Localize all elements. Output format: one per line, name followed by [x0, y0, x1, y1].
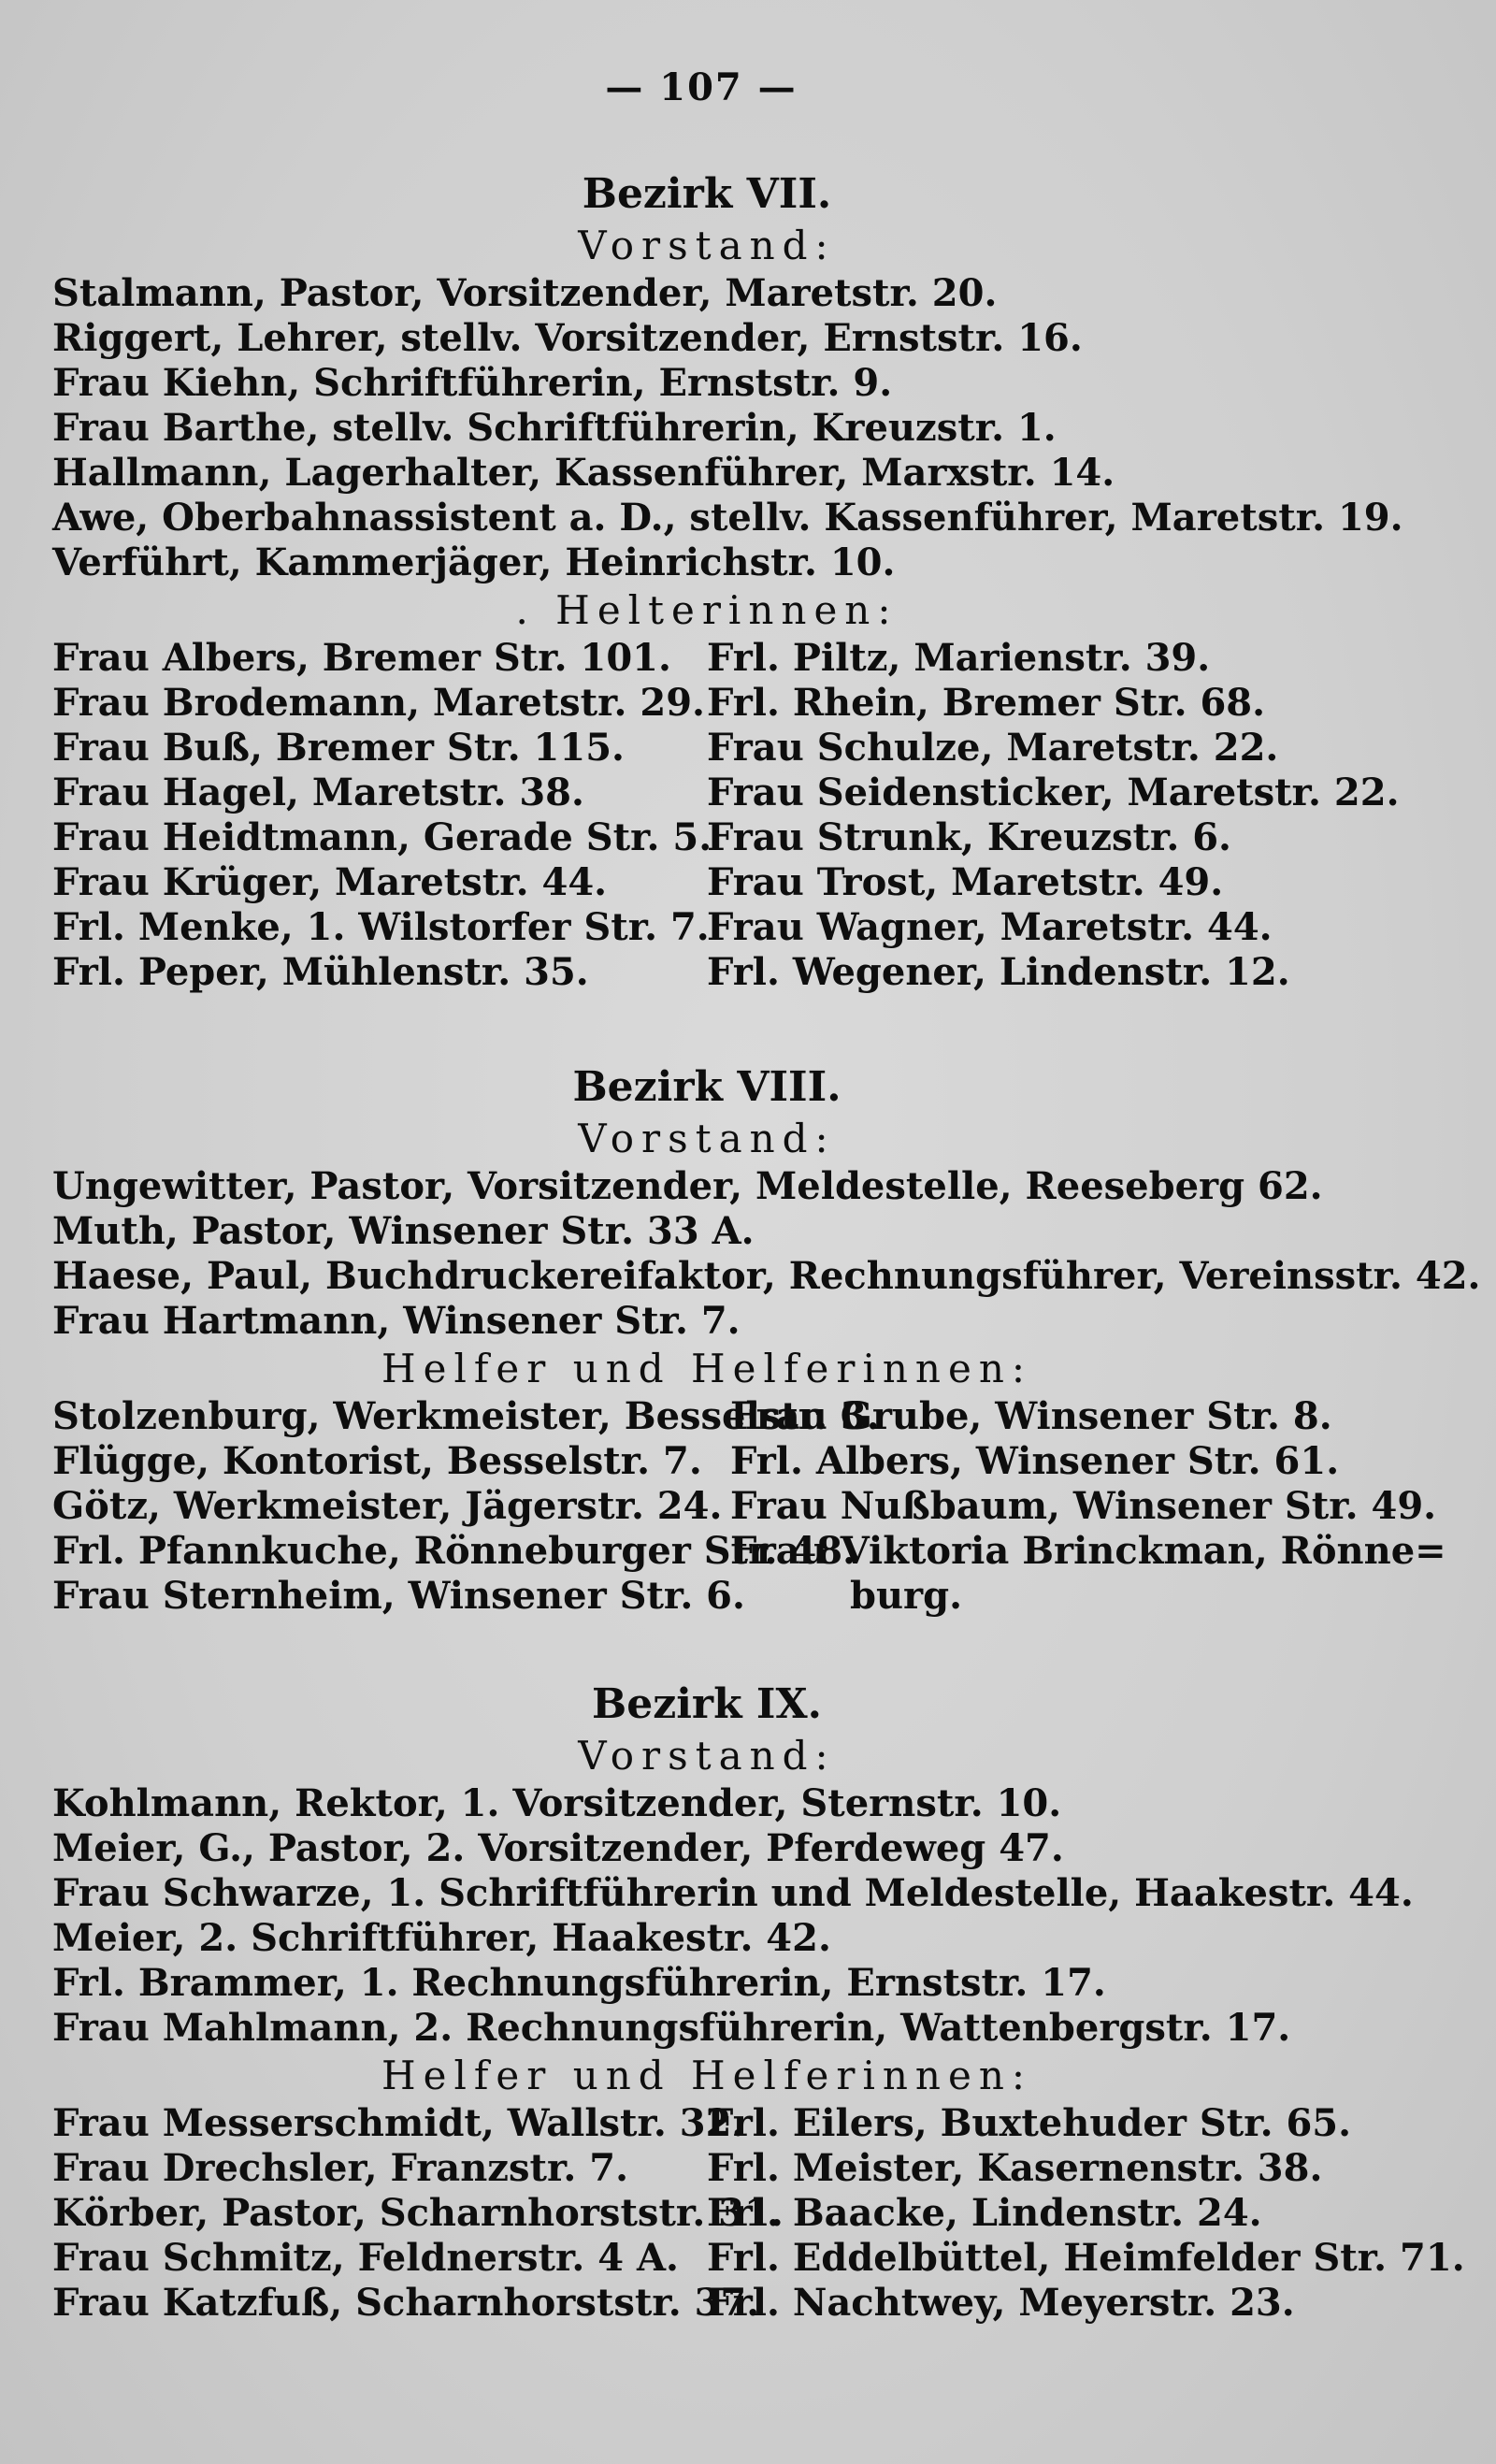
helper-entry: Frau Drechsler, Franzstr. 7.: [52, 2146, 629, 2190]
board-entry: Kohlmann, Rektor, 1. Vorsitzender, Sternstr. 10.: [52, 1781, 1062, 1825]
helpers-heading: Helfer und Helferinnen:: [381, 1346, 1033, 1391]
board-entry: Verführt, Kammerjäger, Heinrichstr. 10.: [52, 540, 896, 584]
board-list: [52, 271, 1403, 585]
board-list: [52, 1781, 1414, 2051]
board-entry: Frau Hartmann, Winsener Str. 7.: [52, 1299, 741, 1343]
helper-entry: Frau Seidensticker, Maretstr. 22.: [707, 771, 1400, 814]
board-entry: Meier, 2. Schriftführer, Haakestr. 42.: [52, 1916, 831, 1960]
helper-entry: Frau Wagner, Maretstr. 44.: [707, 905, 1273, 949]
board-entry: Frau Mahlmann, 2. Rechnungsführerin, Wattenbergstr. 17.: [52, 2006, 1291, 2050]
helper-entry: Frau Albers, Bremer Str. 101.: [52, 636, 671, 680]
board-entry: Riggert, Lehrer, stellv. Vorsitzender, Ernststr. 16.: [52, 316, 1083, 360]
helper-entry: Frl. Peper, Mühlenstr. 35.: [52, 950, 589, 994]
helper-entry: Frau Buß, Bremer Str. 115.: [52, 726, 625, 770]
page-number: — 107 —: [605, 65, 798, 109]
helper-entry: Frl. Wegener, Lindenstr. 12.: [707, 950, 1290, 994]
helper-entry: Frau Sternheim, Winsener Str. 6.: [52, 1574, 745, 1618]
helpers-right-list: [707, 636, 1436, 995]
board-heading: Vorstand:: [578, 223, 836, 268]
helpers-right-list: [730, 1394, 1446, 1619]
board-entry: Haese, Paul, Buchdruckereifaktor, Rechnungsführer, Vereinsstr. 42.: [52, 1254, 1481, 1298]
district-title: Bezirk VII.: [582, 170, 832, 218]
helper-entry: Frl. Eddelbüttel, Heimfelder Str. 71.: [707, 2236, 1465, 2280]
helper-entry: Frau Trost, Maretstr. 49.: [707, 860, 1224, 904]
helpers-columns: [52, 636, 1436, 995]
helper-entry: Frau Schulze, Maretstr. 22.: [707, 726, 1279, 770]
helper-entry: Frau Brodemann, Maretstr. 29.: [52, 681, 705, 725]
helper-entry: Stolzenburg, Werkmeister, Besselstr. 3.: [52, 1394, 880, 1438]
district-ix: [52, 1679, 1465, 2326]
helpers-left-list: [52, 2101, 784, 2326]
helper-entry: Frl. Baacke, Lindenstr. 24.: [707, 2191, 1262, 2235]
helper-entry-continuation: burg.: [850, 1574, 963, 1618]
helper-entry: Frl. Nachtwey, Meyerstr. 23.: [707, 2281, 1295, 2325]
helpers-heading: . Helterinnen:: [515, 587, 899, 633]
board-heading: Vorstand:: [578, 1733, 836, 1779]
helper-entry: Frau Heidtmann, Gerade Str. 5.: [52, 815, 712, 859]
board-entry: Stalmann, Pastor, Vorsitzender, Maretstr. 20.: [52, 271, 998, 315]
board-heading: Vorstand:: [578, 1116, 836, 1161]
helpers-left-list: [52, 1394, 880, 1619]
helper-entry: Flügge, Kontorist, Besselstr. 7.: [52, 1439, 702, 1483]
helper-entry: Götz, Werkmeister, Jägerstr. 24.: [52, 1484, 723, 1528]
helper-entry: Frau Katzfuß, Scharnhorststr. 37.: [52, 2281, 760, 2325]
board-entry: Meier, G., Pastor, 2. Vorsitzender, Pferdeweg 47.: [52, 1826, 1064, 1870]
district-title: Bezirk IX.: [592, 1680, 822, 1728]
board-entry: Frl. Brammer, 1. Rechnungsführerin, Ernststr. 17.: [52, 1961, 1106, 2005]
helper-entry: Frau Grube, Winsener Str. 8.: [730, 1394, 1332, 1438]
helper-entry: Frau Hagel, Maretstr. 38.: [52, 771, 584, 814]
board-entry: Awe, Oberbahnassistent a. D., stellv. Kassenführer, Maretstr. 19.: [52, 496, 1403, 540]
helper-entry: Frau Krüger, Maretstr. 44.: [52, 860, 608, 904]
helpers-right-list: [707, 2101, 1465, 2326]
board-entry: Frau Barthe, stellv. Schriftführerin, Kreuzstr. 1.: [52, 406, 1057, 450]
district-vii: [52, 168, 1403, 995]
helpers-left-list: [52, 636, 712, 995]
helper-entry: Frl. Albers, Winsener Str. 61.: [730, 1439, 1340, 1483]
helpers-columns: [52, 1394, 1446, 1619]
board-entry: Frau Kiehn, Schriftführerin, Ernststr. 9.: [52, 361, 893, 405]
helper-entry: Frau Viktoria Brinckman, Rönne=: [730, 1529, 1446, 1573]
helper-entry: Frl. Pfannkuche, Rönneburger Str. 48.: [52, 1529, 856, 1573]
board-entry: Frau Schwarze, 1. Schriftführerin und Meldestelle, Haakestr. 44.: [52, 1871, 1414, 1915]
district-viii: [52, 1061, 1481, 1619]
board-entry: Muth, Pastor, Winsener Str. 33 A.: [52, 1209, 755, 1253]
helper-entry: Frau Messerschmidt, Wallstr. 32.: [52, 2101, 745, 2145]
helper-entry: Frl. Meister, Kasernenstr. 38.: [707, 2146, 1323, 2190]
board-entry: Ungewitter, Pastor, Vorsitzender, Meldestelle, Reeseberg 62.: [52, 1164, 1323, 1208]
board-list: [52, 1164, 1481, 1344]
helper-entry: Frl. Piltz, Marienstr. 39.: [707, 636, 1211, 680]
helper-entry: Körber, Pastor, Scharnhorststr. 31.: [52, 2191, 784, 2235]
helper-entry: Frau Nußbaum, Winsener Str. 49.: [730, 1484, 1437, 1528]
helper-entry: Frl. Eilers, Buxtehuder Str. 65.: [707, 2101, 1352, 2145]
board-entry: Hallmann, Lagerhalter, Kassenführer, Marxstr. 14.: [52, 451, 1115, 495]
district-title: Bezirk VIII.: [572, 1063, 842, 1111]
helper-entry: Frau Strunk, Kreuzstr. 6.: [707, 815, 1231, 859]
helper-entry: Frl. Menke, 1. Wilstorfer Str. 7.: [52, 905, 710, 949]
helper-entry: Frl. Rhein, Bremer Str. 68.: [707, 681, 1266, 725]
helpers-heading: Helfer und Helferinnen:: [381, 2053, 1033, 2098]
helpers-columns: [52, 2101, 1465, 2326]
helper-entry: Frau Schmitz, Feldnerstr. 4 A.: [52, 2236, 679, 2280]
